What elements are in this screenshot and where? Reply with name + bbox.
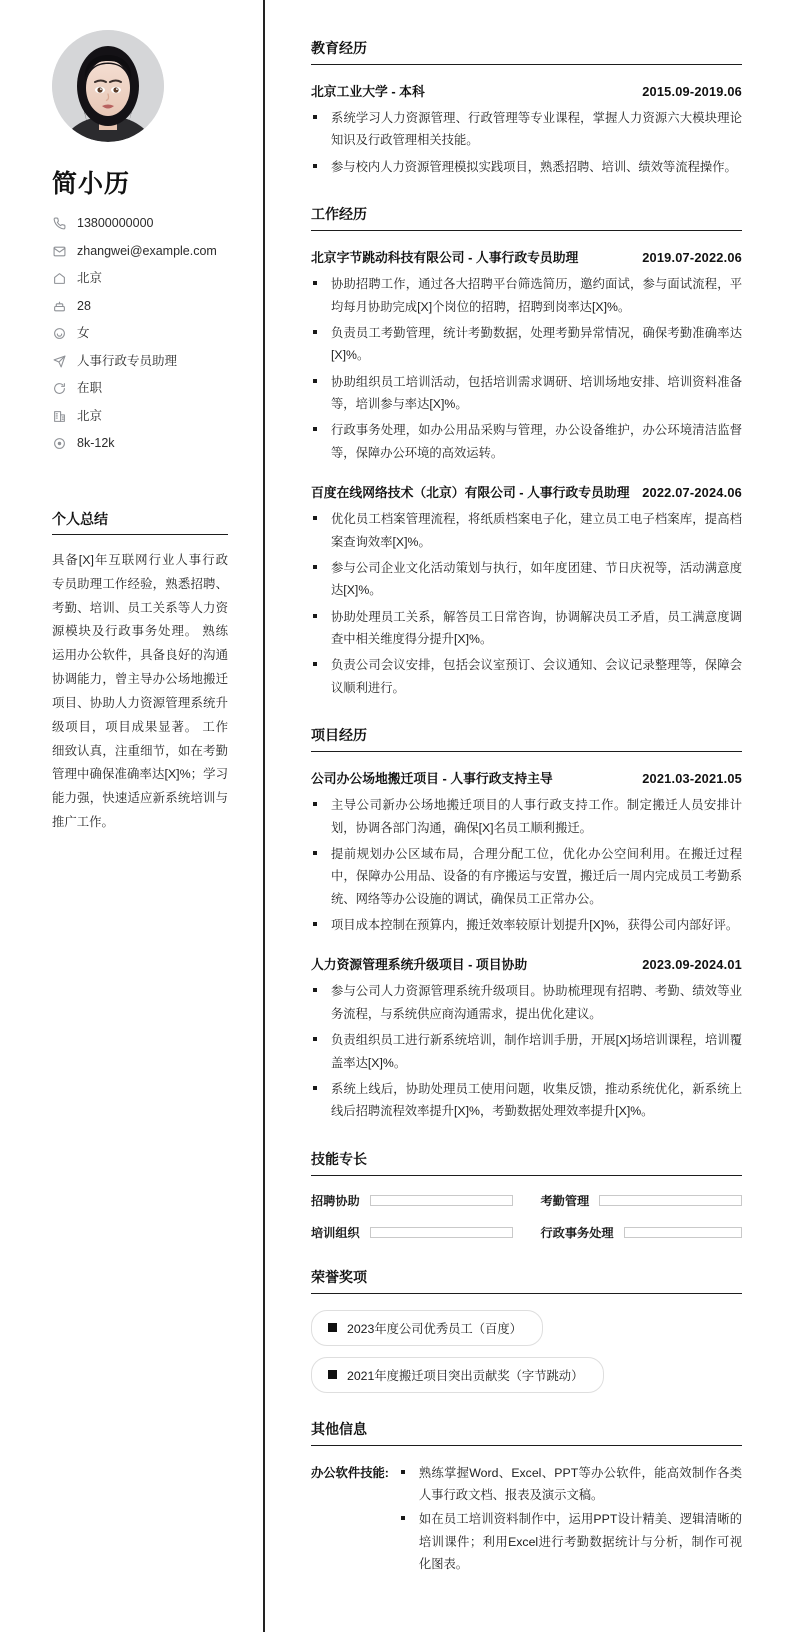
contact-value: 13800000000: [77, 216, 154, 230]
skill-progress-bar: [599, 1195, 742, 1206]
list-item: 系统学习人力资源管理、行政管理等专业课程，掌握人力资源六大模块理论知识及行政管理相关技能。: [311, 107, 742, 152]
honor-label: 2021年度搬迁项目突出贡献奖（字节跳动）: [347, 1368, 584, 1383]
contact-value: 女: [77, 326, 90, 340]
contact-list: [52, 216, 233, 451]
honor-badge: [311, 1357, 604, 1393]
honor-badge: [311, 1310, 543, 1346]
project-entry: [311, 954, 742, 1122]
entry-date: 2019.07-2022.06: [642, 250, 742, 266]
other-info-bullets: [399, 1462, 742, 1576]
skill-item: [541, 1224, 743, 1241]
list-item: 优化员工档案管理流程，将纸质档案电子化，建立员工电子档案库，提高档案查询效率[X]%。: [311, 508, 742, 553]
entry-date: 2021.03-2021.05: [642, 771, 742, 787]
entry-date: 2023.09-2024.01: [642, 957, 742, 973]
list-item: 参与校内人力资源管理模拟实践项目，熟悉招聘、培训、绩效等流程操作。: [311, 156, 742, 178]
envelope-icon: [52, 244, 67, 259]
list-item: 项目成本控制在预算内，搬迁效率较原计划提升[X]%，获得公司内部好评。: [311, 914, 742, 936]
contact-value: 在职: [77, 381, 103, 395]
honor-label: 2023年度公司优秀员工（百度）: [347, 1321, 522, 1336]
entry-header: [311, 954, 742, 973]
square-bullet-icon: [328, 1323, 337, 1332]
skill-item: [541, 1192, 743, 1209]
contact-value: 北京: [77, 408, 103, 423]
skill-item: [311, 1192, 513, 1209]
square-bullet-icon: [328, 1370, 337, 1379]
entry-org: 百度在线网络技术（北京）有限公司 - 人事行政专员助理: [311, 485, 630, 501]
section-education: [311, 38, 742, 178]
work-entry: [311, 247, 742, 464]
contact-email: [52, 244, 233, 259]
entry-header: [311, 482, 742, 501]
gender-icon: [52, 326, 67, 341]
cake-icon: [52, 299, 67, 314]
education-entry: [311, 81, 742, 178]
entry-bullets: [311, 980, 742, 1122]
work-entry: [311, 482, 742, 699]
skill-progress-bar: [370, 1195, 513, 1206]
contact-age: [52, 299, 233, 314]
skills-grid: [311, 1192, 742, 1241]
list-item: 熟练掌握Word、Excel、PPT等办公软件，能高效制作各类人事行政文档、报表及演示文稿。: [399, 1462, 742, 1507]
contact-status: [52, 381, 233, 396]
section-work: [311, 204, 742, 699]
skill-progress-bar: [624, 1227, 742, 1238]
section-skills: [311, 1149, 742, 1241]
avatar: [52, 30, 164, 142]
contact-value: zhangwei@example.com: [77, 243, 217, 258]
contact-phone: [52, 216, 233, 231]
list-item: 协助招聘工作，通过各大招聘平台筛选简历，邀约面试，参与面试流程，平均每月协助完成[X]个岗位的招聘，招聘到岗率达[X]%。: [311, 273, 742, 318]
entry-header: [311, 81, 742, 100]
list-item: 如在员工培训资料制作中，运用PPT设计精美、逻辑清晰的培训课件；利用Excel进行考勤数据统计与分析，制作可视化图表。: [399, 1508, 742, 1575]
section-title-work: 工作经历: [311, 204, 742, 231]
contact-salary: [52, 436, 233, 451]
contact-value: 8k-12k: [77, 436, 115, 450]
entry-org: 北京字节跳动科技有限公司 - 人事行政专员助理: [311, 250, 579, 266]
section-title-honors: 荣誉奖项: [311, 1267, 742, 1294]
profile-sidebar: [0, 0, 265, 1632]
project-entry: [311, 768, 742, 936]
contact-value: 北京: [77, 271, 103, 285]
page-title: 简小历: [52, 170, 131, 198]
contact-value: 人事行政专员助理: [77, 353, 178, 368]
list-item: 提前规划办公区域布局，合理分配工位，优化办公空间利用。在搬迁过程中，保障办公用品、设备的有序搬运与安置，搬迁后一周内完成员工考勤系统、网络等办公设施的调试，确保员工正常办公。: [311, 843, 742, 910]
skill-progress-bar: [370, 1227, 513, 1238]
entry-bullets: [311, 508, 742, 699]
skill-label: 招聘协助: [311, 1193, 360, 1208]
list-item: 参与公司人力资源管理系统升级项目。协助梳理现有招聘、考勤、绩效等业务流程，与系统供应商沟通需求，提出优化建议。: [311, 980, 742, 1025]
contact-value: 28: [77, 298, 91, 313]
building-icon: [52, 409, 67, 424]
entry-org: 北京工业大学 - 本科: [311, 84, 425, 99]
entry-bullets: [311, 794, 742, 936]
section-honors: [311, 1267, 742, 1393]
entry-date: 2015.09-2019.06: [642, 84, 742, 99]
section-other-info: [311, 1419, 742, 1578]
summary-text: 具备[X]年互联网行业人事行政专员助理工作经验，熟悉招聘、考勤、培训、员工关系等人力资源模块及行政事务处理。 熟练运用办公软件，具备良好的沟通协调能力，曾主导办公场地搬迁项目、协助人力资源管理系统升级项目，项目成果显著。 工作细致认真，注重细节，如在考勤管理中确保准确率达[X]%；学习能力强，快速适应新系统培训与推广工作。: [52, 553, 228, 829]
entry-date: 2022.07-2024.06: [642, 485, 742, 501]
skill-item: [311, 1224, 513, 1241]
contact-work-city: [52, 409, 233, 424]
section-title-projects: 项目经历: [311, 725, 742, 752]
section-projects: [311, 725, 742, 1123]
section-title-other-info: 其他信息: [311, 1419, 742, 1446]
contact-position: [52, 354, 233, 369]
list-item: 负责员工考勤管理，统计考勤数据，处理考勤异常情况，确保考勤准确率达[X]%。: [311, 322, 742, 367]
paper-plane-icon: [52, 354, 67, 369]
entry-bullets: [311, 107, 742, 178]
list-item: 主导公司新办公场地搬迁项目的人事行政支持工作。制定搬迁人员安排计划，协调各部门沟通，确保[X]名员工顺利搬迁。: [311, 794, 742, 839]
other-info-body: [399, 1462, 742, 1578]
list-item: 负责公司会议安排，包括会议室预订、会议通知、会议记录整理等，保障会议顺利进行。: [311, 654, 742, 699]
list-item: 负责组织员工进行新系统培训，制作培训手册，开展[X]场培训课程，培训覆盖率达[X]%。: [311, 1029, 742, 1074]
contact-location: [52, 271, 233, 286]
entry-org: 人力资源管理系统升级项目 - 项目协助: [311, 957, 528, 973]
entry-header: [311, 768, 742, 787]
list-item: 参与公司企业文化活动策划与执行，如年度团建、节日庆祝等，活动满意度达[X]%。: [311, 557, 742, 602]
other-info-label: 办公软件技能:: [311, 1465, 389, 1480]
list-item: 协助处理员工关系，解答员工日常咨询，协调解决员工矛盾，员工满意度调查中相关维度得分提升[X]%。: [311, 606, 742, 651]
list-item: 协助组织员工培训活动，包括培训需求调研、培训场地安排、培训资料准备等，培训参与率达[X]%。: [311, 371, 742, 416]
list-item: 行政事务处理，如办公用品采购与管理，办公设备维护，办公环境清洁监督等，保障办公环境的高效运转。: [311, 419, 742, 464]
section-title-education: 教育经历: [311, 38, 742, 65]
resume-main: [265, 0, 794, 1632]
user-photo-avatar: [52, 30, 164, 142]
coin-icon: [52, 436, 67, 451]
contact-gender: [52, 326, 233, 341]
phone-icon: [52, 216, 67, 231]
other-info-row: [311, 1462, 742, 1578]
section-title-skills: 技能专长: [311, 1149, 742, 1176]
summary-heading: 个人总结: [52, 509, 228, 535]
list-item: 系统上线后，协助处理员工使用问题，收集反馈，推动系统优化，新系统上线后招聘流程效率提升[X]%，考勤数据处理效率提升[X]%。: [311, 1078, 742, 1123]
home-icon: [52, 271, 67, 286]
honor-list: [311, 1310, 742, 1393]
refresh-icon: [52, 381, 67, 396]
skill-label: 培训组织: [311, 1225, 360, 1240]
skill-label: 行政事务处理: [540, 1225, 614, 1240]
entry-org: 公司办公场地搬迁项目 - 人事行政支持主导: [311, 771, 553, 787]
entry-header: [311, 247, 742, 266]
skill-label: 考勤管理: [540, 1193, 590, 1208]
entry-bullets: [311, 273, 742, 464]
